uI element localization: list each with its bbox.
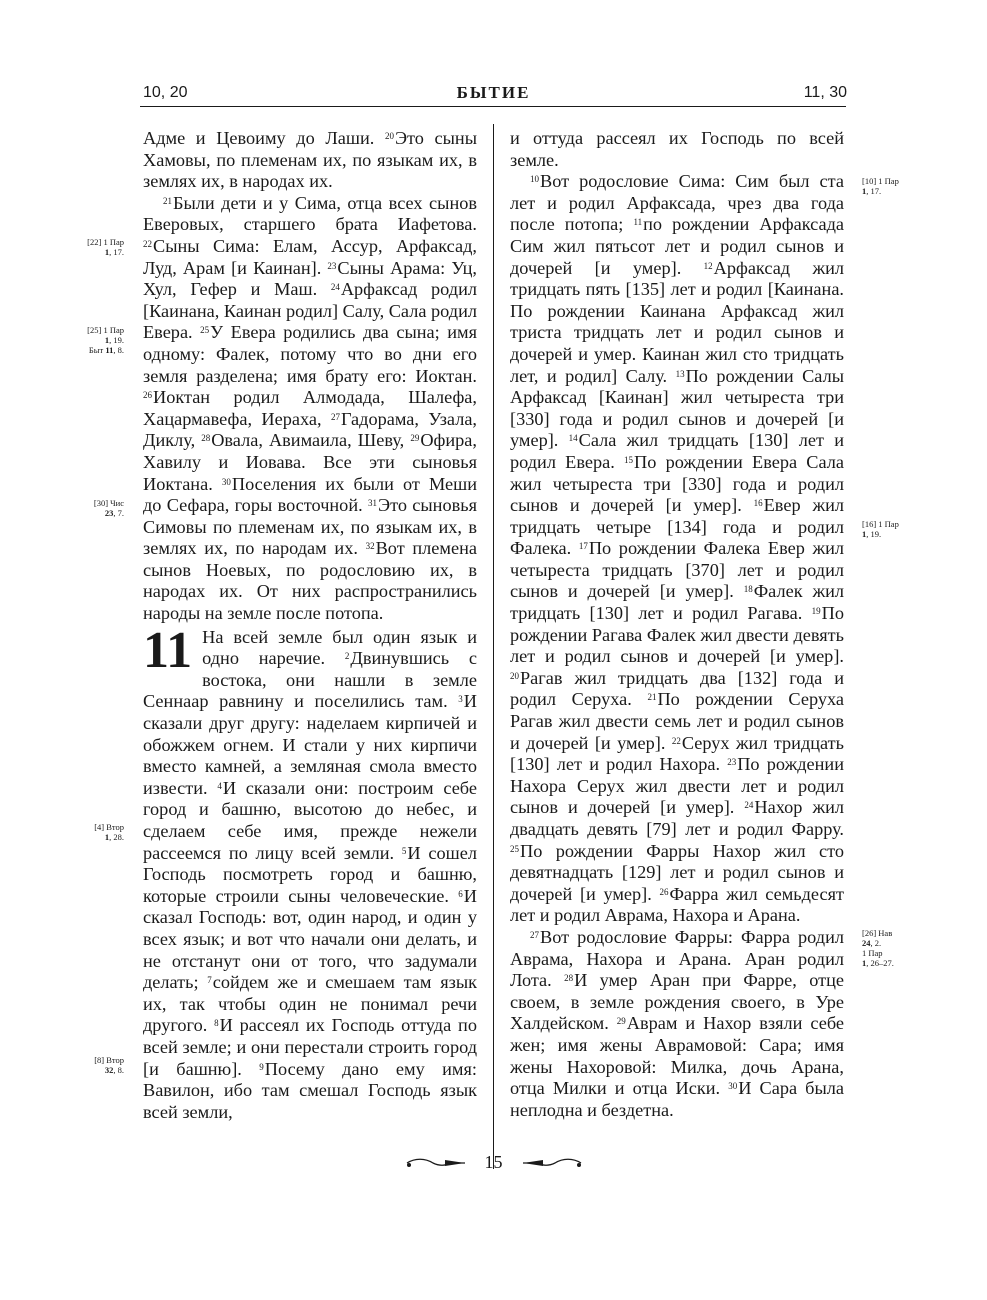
verse-text: По рождении Фалека Евер жил четыреста тридцать [370] лет и родил сынов и дочерей [и умер].: [510, 538, 844, 602]
verse-text: Арфаксад родил [Каинана, Каинан родил] Салу, Сала родил Евера.: [143, 279, 477, 343]
verse-number: 28: [201, 433, 211, 444]
verse-number: 23: [727, 757, 737, 768]
ref-chapter: 23: [104, 508, 114, 518]
paragraph: [143, 128, 477, 193]
ref-verse: , 26–27.: [866, 958, 894, 968]
verse-number: 12: [703, 260, 713, 271]
left-column: [143, 128, 477, 1123]
verse-number: 30: [728, 1081, 738, 1092]
header-right-reference: 11, 30: [803, 84, 847, 101]
verse-text: И сошел Господь посмотреть город и башню, которые строили сыны человеческие.: [143, 842, 477, 906]
paragraph: [143, 621, 478, 1124]
verse-number: 17: [578, 541, 588, 552]
ref-chapter: 1: [862, 958, 867, 968]
verse-number: 32: [365, 541, 375, 552]
verse-text: Рагав жил тридцать два [132] года и родил Серуха.: [510, 667, 844, 710]
ornament-left-icon: [405, 1156, 467, 1170]
verse-text: Адме и Цевоиму до Лаши.: [143, 128, 385, 148]
ref-chapter: 1: [862, 529, 867, 539]
verse-number: 14: [568, 433, 578, 444]
ref-line: [8] Втор: [94, 1055, 124, 1065]
ref-verse: , 8.: [113, 1065, 124, 1075]
ref-line: [16] 1 Пар: [862, 519, 899, 529]
verse-number: 29: [410, 433, 420, 444]
verse-number: 5: [401, 845, 407, 856]
chapter-block: [143, 621, 478, 1124]
ref-line: [26] Нав: [862, 928, 893, 938]
ref-book: Быт: [88, 345, 106, 355]
verse-text: Посему дано ему имя: Вавилон, ибо там смешал Господь язык всей земли,: [143, 1058, 477, 1122]
verse-number: 9: [259, 1061, 264, 1072]
verse-text: По рождении Фарры Нахор жил сто девятнадцать [129] лет и родил сынов и дочерей [и умер].: [510, 840, 844, 904]
verse-text: Серух жил тридцать [130] лет и родил Нахора.: [510, 732, 844, 775]
ref-chapter: 24: [862, 938, 871, 948]
verse-text: Сала жил тридцать [130] лет и родил Евера.: [510, 430, 845, 472]
verse-text: У Евера родились два сына; имя одному: Фалек, потому что во дни его земля разделена; имя брату его: Иоктан.: [143, 322, 477, 386]
verse-text: По рождении Евера Сала жил четыреста три [330] года и родил сынов и дочерей [и умер].: [510, 451, 845, 516]
verse-text: По рождении Нахора Серух жил двести лет и родил сынов и дочерей [и умер].: [510, 754, 844, 818]
verse-text: Это сыны Хамовы, по племенам их, по языкам их, в землях их, в народах их.: [143, 128, 477, 192]
paragraph: [510, 128, 844, 171]
verse-number: 7: [207, 975, 212, 986]
verse-number: 24: [330, 282, 340, 293]
verse-number: 22: [671, 735, 681, 746]
ref-chapter: 11: [105, 345, 114, 355]
verse-text: И умер Аран при Фарре, отце своем, в земле рождения своего, в Уре Халдейском.: [510, 970, 844, 1034]
page-footer: [0, 1152, 987, 1173]
margin-reference: [862, 519, 932, 539]
ref-verse: , 7.: [113, 508, 124, 518]
ref-line: [25] 1 Пар: [87, 325, 124, 335]
paragraph: [510, 171, 844, 927]
verse-number: 6: [458, 888, 463, 899]
verse-text: По рождении Салы Арфаксад [Каинан] жил четыреста три [330] года и родил сынов и дочерей [и умер].: [510, 365, 844, 451]
ref-verse: , 8.: [113, 345, 124, 355]
verse-text: На всей земле был один язык и одно наречие.: [202, 626, 477, 669]
verse-number: 27: [530, 929, 539, 940]
verse-number: 25: [510, 843, 519, 854]
verse-text: Поселения их были от Меши до Сефара, горы восточной.: [143, 473, 477, 516]
verse-text: И Сара была неплодна и бездетна.: [510, 1078, 844, 1120]
right-column: [510, 128, 844, 1121]
verse-number: 29: [616, 1016, 626, 1027]
ref-line: [10] 1 Пар: [862, 176, 899, 186]
verse-number: 19: [811, 606, 821, 617]
verse-text: Фарра жил семьдесят лет и родил Аврама, Нахора и Арана.: [510, 883, 844, 926]
verse-text: Это сыновья Симовы по племенам их, по языкам их, в землях их, по народам их.: [143, 495, 477, 559]
verse-number: 30: [221, 476, 231, 487]
verse-number: 15: [624, 454, 634, 465]
chapter-number: 11: [143, 621, 193, 679]
verse-text: Фалек жил тридцать [130] лет и родил Рагава.: [510, 581, 844, 624]
verse-text: по рождении Арфаксада Сим жил пятьсот лет и родил сынов и дочерей [и умер].: [510, 214, 844, 278]
margin-reference: [70, 1055, 124, 1075]
verse-number: 3: [458, 694, 463, 705]
verse-text: Евер жил тридцать четыре [134] года и родил Фалека.: [510, 495, 844, 559]
verse-text: Вот племена сынов Ноевых, по родословию их, в народах их. От них распространились народы на земле после потопа.: [143, 538, 477, 624]
verse-number: 21: [163, 195, 172, 206]
verse-number: 24: [744, 800, 754, 811]
verse-text: Вот родословие Сима: Сим был ста лет и родил Арфаксада, чрез два года после потопа;: [510, 171, 844, 235]
verse-number: 11: [633, 217, 643, 228]
margin-reference: [862, 928, 932, 968]
verse-text: По рождении Рагава Фалек жил двести девять лет и родил сынов и дочерей [и умер].: [510, 603, 844, 667]
ref-chapter: 1: [862, 186, 867, 196]
verse-text: Были дети и у Сима, отца всех сынов Еверовых, старшего брата Иафетова.: [143, 192, 477, 235]
ornament-right-icon: [521, 1156, 583, 1170]
margin-reference: [862, 176, 932, 196]
margin-reference: [70, 325, 124, 355]
ref-line: [4] Втор: [94, 822, 124, 832]
verse-number: 21: [647, 692, 657, 703]
verse-text: сойдем же и смешаем там язык их, так чтобы один не понимал речи другого.: [143, 972, 477, 1036]
verse-text: Овала, Авимаила, Шеву,: [211, 430, 411, 451]
ref-verse: , 17.: [109, 247, 124, 257]
margin-reference: [70, 237, 124, 257]
ref-chapter: 1: [104, 335, 110, 345]
verse-text: Гадорама, Узала, Диклу,: [143, 408, 478, 451]
header-rule: [140, 106, 846, 107]
verse-text: Арфаксад жил тридцать пять [135] лет и родил [Каинана. По рождении Каинана Арфаксад жил триста тридцать лет и родил сынов и дочерей и умер. Каинан жил сто тридцать лет, и родил] Салу.: [510, 257, 844, 386]
verse-text: Иоктан родил Алмодада, Шалефа, Хацармавефа, Иераха,: [143, 387, 477, 429]
margin-reference: [70, 822, 124, 842]
verse-text: И сказал Господь: вот, один народ, и один у всех язык; и вот что начали они делать, и не отстанут они от того, что задумали делать;: [143, 885, 477, 993]
ref-line: 1 Пар: [862, 948, 883, 958]
verse-text: И сказали друг другу: наделаем кирпичей и обожжем огнем. И стали у них кирпичи вместо камней, а земляная смола вместо извести.: [143, 691, 477, 798]
verse-number: 23: [327, 260, 337, 271]
ref-verse: , 17.: [866, 186, 882, 196]
ref-chapter: 32: [104, 1065, 114, 1075]
verse-number: 13: [675, 368, 685, 379]
verse-number: 10: [530, 174, 539, 185]
verse-number: 22: [143, 238, 152, 249]
paragraph: [510, 927, 844, 1121]
verse-text: По рождении Серуха Рагав жил двести семь лет и родил сынов и дочерей [и умер].: [510, 689, 844, 753]
verse-number: 4: [217, 780, 222, 791]
ref-verse: , 2.: [870, 938, 882, 948]
verse-number: 20: [510, 670, 519, 681]
paragraph: [143, 193, 477, 625]
verse-number: 20: [384, 131, 394, 141]
verse-number: 18: [743, 584, 753, 595]
verse-number: 31: [368, 498, 377, 509]
header-left-reference: 10, 20: [143, 84, 188, 101]
ref-verse: , 28.: [109, 832, 124, 842]
verse-text: Сыны Арама: Уц, Хул, Гефер и Маш.: [143, 257, 478, 300]
verse-text: И сказали они: построим себе город и башню, высотою до небес, и сделаем себе имя, прежде нежели рассеемся по лицу всей земли.: [143, 777, 477, 863]
ref-verse: , 19.: [109, 335, 124, 345]
verse-text: и оттуда рассеял их Господь по всей земле.: [510, 128, 844, 170]
verse-number: 25: [200, 325, 210, 336]
verse-text: Офира, Хавилу и Иовава. Все эти сыновья Иоктана.: [143, 430, 477, 494]
column-divider: [493, 124, 494, 1169]
book-title: БЫТИЕ: [456, 83, 531, 102]
ref-line: [30] Чис: [93, 498, 124, 508]
ref-chapter: 1: [104, 247, 110, 257]
verse-number: 27: [330, 411, 340, 422]
verse-number: 2: [344, 651, 350, 662]
page-number: 15: [484, 1152, 503, 1172]
ref-chapter: 1: [104, 832, 110, 842]
verse-number: 26: [143, 390, 152, 401]
verse-text: И рассеял их Господь оттуда по всей земле; и они перестали строить город [и башню].: [143, 1015, 477, 1079]
ref-line: [22] 1 Пар: [87, 237, 124, 247]
verse-number: 16: [753, 498, 763, 509]
verse-text: Нахор жил двадцать девять [79] лет и родил Фарру.: [510, 797, 845, 839]
verse-text: Сыны Сима: Елам, Ассур, Арфаксад, Луд, Арам [и Каинан].: [143, 235, 477, 278]
verse-number: 28: [564, 973, 574, 984]
verse-text: Аврам и Нахор взяли себе жен; имя жены Аврамовой: Сара; имя жены Нахоровой: Милка, дочь Арана, отца Милки и отца Иски.: [510, 1013, 844, 1099]
verse-text: Двинувшись с востока, они нашли в земле Сеннаар равнину и поселились там.: [143, 648, 478, 712]
verse-number: 26: [659, 886, 669, 897]
margin-reference: [70, 498, 124, 518]
ref-verse: , 19.: [866, 529, 882, 539]
verse-text: Вот родословие Фарры: Фарра родил Аврама, Нахора и Арана. Аран родил Лота.: [510, 926, 844, 991]
verse-number: 8: [214, 1018, 219, 1029]
